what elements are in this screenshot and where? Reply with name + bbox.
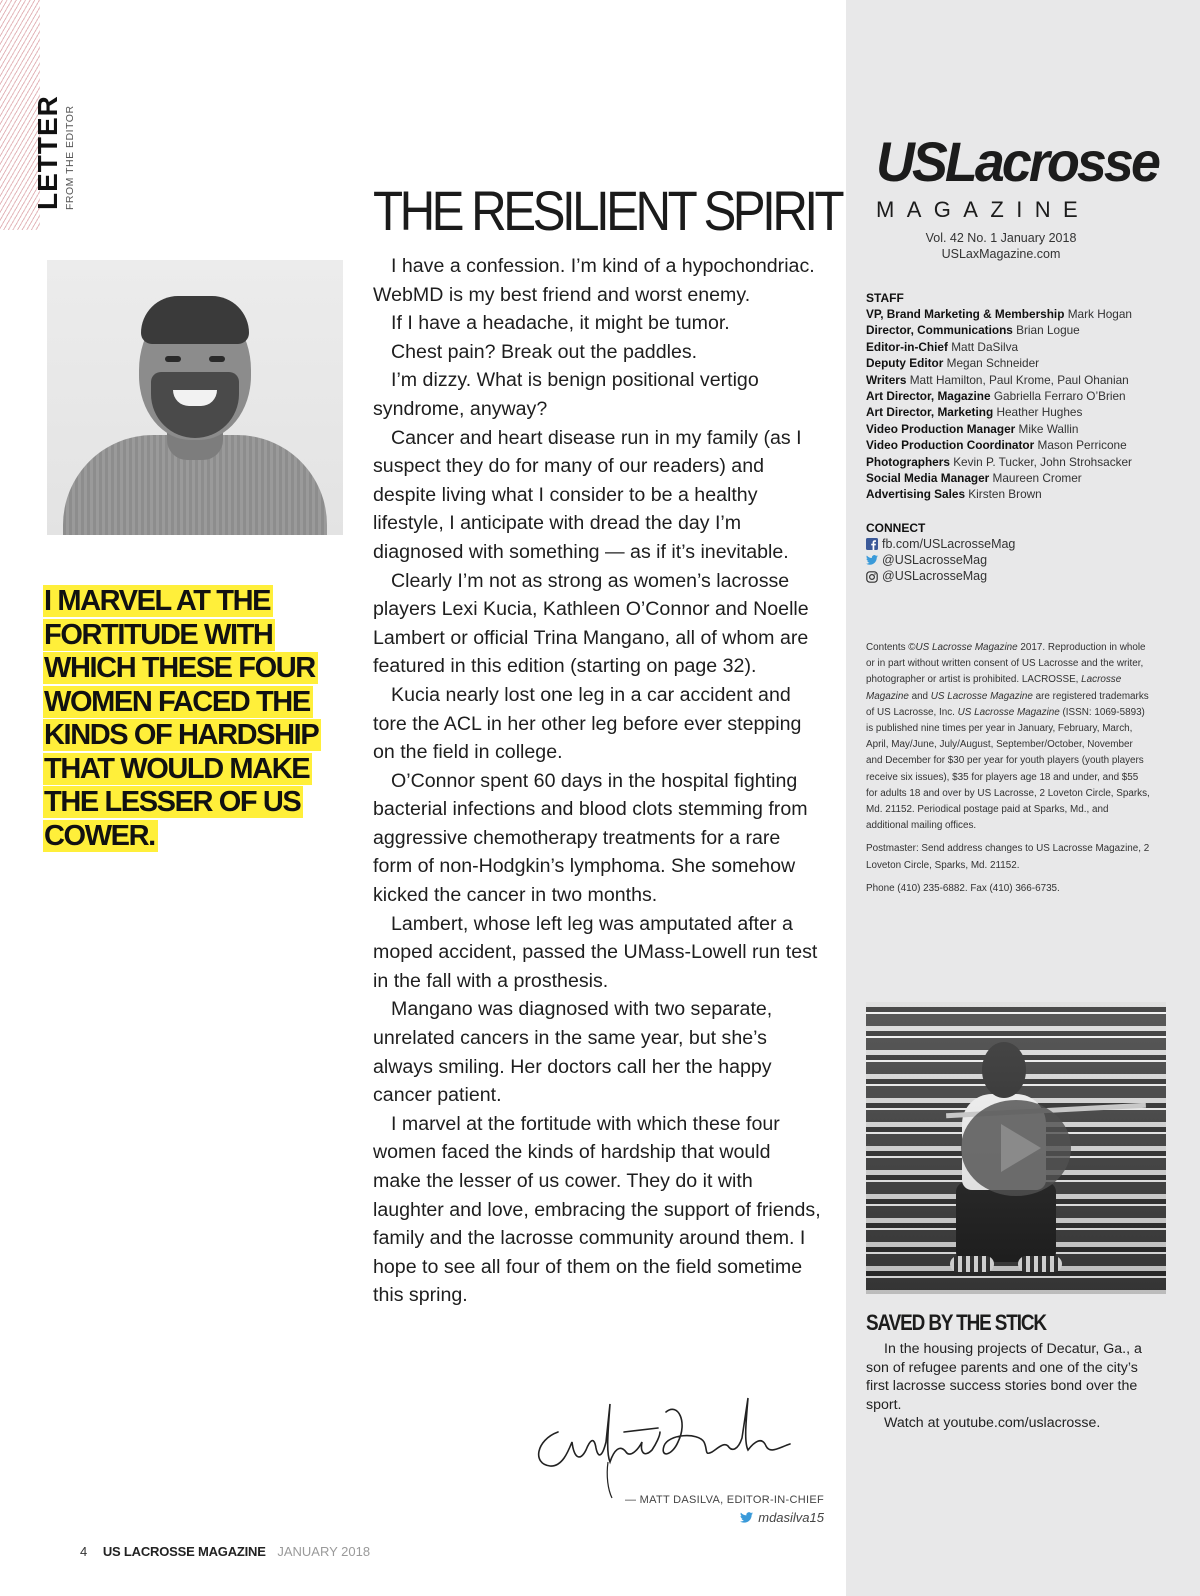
video-link[interactable]: Watch at youtube.com/uslacrosse. [884, 1415, 1101, 1431]
body-paragraph: I have a confession. I’m kind of a hypochondriac. WebMD is my best friend and worst enemy. [373, 255, 815, 306]
facebook-icon [866, 538, 878, 550]
legal-notice [866, 640, 1151, 904]
staff-list [866, 290, 1186, 503]
video-description-text: In the housing projects of Decatur, Ga., a son of refugee parents and one of the city’s first lacrosse success stories bond over the sport. [866, 1341, 1142, 1413]
instagram-icon [866, 571, 878, 583]
section-tab [34, 95, 76, 210]
section-tab-subtitle: FROM THE EDITOR [64, 105, 76, 210]
twitter-icon [740, 1512, 753, 1523]
body-paragraph: I marvel at the fortitude with which these four women faced the kinds of hardship that would make the lesser of us cower. They do it with laughter and love, embracing the support of friends, family and the lacrosse community around them. I hope to see all four of them on the field sometime this spring. [373, 1112, 821, 1307]
staff-heading: STAFF [866, 291, 904, 305]
staff-row: Art Director, Magazine Gabriella Ferraro O’Brien [866, 389, 1126, 404]
video-title: SAVED BY THE STICK [866, 1310, 1046, 1335]
video-description [866, 1340, 1156, 1433]
staff-row: Photographers Kevin P. Tucker, John Strohsacker [866, 454, 1132, 469]
body-paragraph: If I have a headache, it might be tumor. [391, 312, 730, 335]
staff-row: Art Director, Marketing Heather Hughes [866, 405, 1083, 420]
body-paragraph: I’m dizzy. What is benign positional vertigo syndrome, anyway? [373, 369, 759, 420]
staff-row: Writers Matt Hamilton, Paul Krome, Paul Ohanian [866, 372, 1129, 387]
magazine-logo: USLacrosse [876, 130, 1158, 193]
signature-handle[interactable] [740, 1510, 824, 1525]
footer-magazine: US LACROSSE MAGAZINE [102, 1544, 266, 1559]
body-paragraph: O’Connor spent 60 days in the hospital fighting bacterial infections and blood clots stemming from aggressive chemotherapy treatments for a rare form of non-Hodgkin’s lymphoma. She somehow kicked the cancer in two months. [373, 769, 808, 907]
staff-row: VP, Brand Marketing & Membership Mark Hogan [866, 307, 1132, 321]
body-paragraph: Mangano was diagnosed with two separate, unrelated cancers in the same year, but she’s always smiling. Her doctors call her the happy cancer patient. [373, 998, 773, 1107]
staff-row: Video Production Coordinator Mason Perricone [866, 438, 1127, 453]
staff-row: Advertising Sales Kirsten Brown [866, 487, 1042, 502]
body-paragraph: Clearly I’m not as strong as women’s lacrosse players Lexi Kucia, Kathleen O’Connor and Noelle Lambert or official Trina Mangano, all of whom are featured in this edition (starting on page 32). [373, 569, 809, 678]
connect-section [866, 520, 1186, 585]
twitter-link[interactable]: @USLacrosseMag [866, 552, 1186, 568]
editor-portrait [47, 260, 343, 535]
article-body [373, 252, 821, 1310]
staff-row: Editor-in-Chief Matt DaSilva [866, 339, 1019, 354]
play-icon [1001, 1124, 1041, 1172]
connect-heading: CONNECT [866, 521, 926, 535]
body-paragraph: Chest pain? Break out the paddles. [391, 340, 698, 363]
staff-row: Social Media Manager Maureen Cromer [866, 471, 1082, 486]
facebook-link[interactable]: fb.com/USLacrosseMag [866, 536, 1186, 552]
twitter-icon [866, 554, 878, 566]
legal-paragraph: Contents ©US Lacrosse Magazine 2017. Reproduction in whole or in part without written consent of US Lacrosse and the writer, photographer or artist is prohibited. LACROSSE, Lacrosse Magazine and US Lacrosse Magazine are registered trademarks of US Lacrosse, Inc. US Lacrosse Magazine (ISSN: 1069-5893) is published nine times per year in January, February, March, April, May/June, July/August, September/October, November and December for $30 per year for youth players (youth players receive six issues), $35 for players age 18 and under, and $55 for adults 18 and over by US Lacrosse, 2 Loveton Circle, Sparks, Md. 21152. Periodical postage paid at Sparks, Md., and additional mailing offices. [866, 642, 1150, 832]
article-headline: THE RESILIENT SPIRIT [373, 179, 842, 242]
masthead-sidebar [846, 0, 1200, 1596]
staff-row: Director, Communications Brian Logue [866, 323, 1080, 338]
signature-handle-text: mdasilva15 [758, 1510, 824, 1525]
staff-row: Video Production Manager Mike Wallin [866, 421, 1079, 436]
body-paragraph: Lambert, whose left leg was amputated after a moped accident, passed the UMass-Lowell run test in the fall with a prosthesis. [373, 912, 818, 992]
footer-date: JANUARY 2018 [277, 1544, 371, 1559]
postmaster-note: Postmaster: Send address changes to US Lacrosse Magazine, 2 Loveton Circle, Sparks, Md. 21152. [866, 843, 1150, 871]
body-paragraph: Cancer and heart disease run in my family (as I suspect they do for many of our readers) and despite living what I consider to be a healthy lifestyle, I anticipate with dread the day I’m diagnosed with something — as if it’s inevitable. [373, 426, 802, 563]
page-footer [80, 1544, 370, 1559]
video-thumbnail[interactable] [866, 1002, 1166, 1294]
website-link[interactable]: USLaxMagazine.com [941, 247, 1061, 261]
magazine-logo-subtitle: MAGAZINE [876, 197, 1091, 222]
pull-quote [43, 585, 343, 853]
staff-row: Deputy Editor Megan Schneider [866, 356, 1040, 371]
page-number: 4 [80, 1544, 88, 1559]
play-button[interactable] [961, 1100, 1071, 1196]
pull-quote-text: I MARVEL AT THE FORTITUDE WITH WHICH THESE FOUR WOMEN FACED THE KINDS OF HARDSHIP THAT WOULD MAKE THE LESSER OF US COWER. [43, 585, 321, 852]
volume-line: Vol. 42 No. 1 January 2018 [925, 231, 1077, 245]
instagram-link[interactable]: @USLacrosseMag [866, 568, 1186, 584]
phone-fax: Phone (410) 235-6882. Fax (410) 366-6735. [866, 882, 1060, 894]
signature-credit: — MATT DASILVA, EDITOR-IN-CHIEF [625, 1494, 824, 1506]
editor-signature [528, 1392, 808, 1502]
body-paragraph: Kucia nearly lost one leg in a car accident and tore the ACL in her other leg before ever stepping on the field in college. [373, 683, 802, 764]
issue-info [846, 230, 1156, 262]
section-tab-title: LETTER [32, 95, 63, 210]
